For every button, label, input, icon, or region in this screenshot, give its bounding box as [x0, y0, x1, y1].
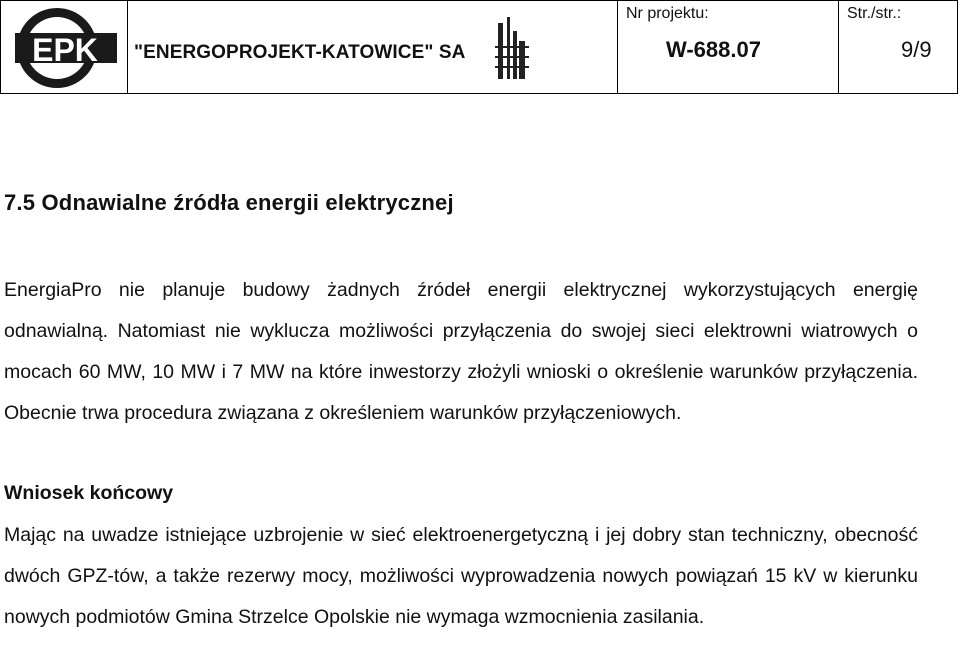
- paragraph-renewables: EnergiaPro nie planuje budowy żadnych źródeł energii elektrycznej wykorzystujących energię odnawialną. Natomiast nie wyklucza możliwości przyłączenia do swojej sieci elektrowni wiatrowych o mocach 60 MW, 10 MW i 7 MW na które inwestorzy złożyli wnioski o określenie warunków przyłączenia. Obecnie trwa procedura związana z określeniem warunków przyłączeniowych.: [4, 279, 918, 424]
- section-heading: 7.5 Odnawialne źródła energii elektrycznej: [4, 190, 454, 215]
- company-name: "ENERGOPROJEKT-KATOWICE" SA: [134, 42, 466, 63]
- logo-text: EPK: [32, 32, 98, 68]
- document-header: [0, 0, 958, 94]
- conclusion-heading: Wniosek końcowy: [4, 482, 174, 504]
- project-cell: [618, 1, 839, 93]
- page-number: 9/9: [901, 37, 932, 62]
- page-cell: [839, 1, 957, 93]
- project-number: W-688.07: [666, 37, 761, 62]
- page-label: Str./str.:: [847, 5, 902, 22]
- paragraph-conclusion: Mając na uwadze istniejące uzbrojenie w sieć elektroenergetyczną i jej dobry stan techniczny, obecność dwóch GPZ-tów, a także rezerwy mocy, możliwości wyprowadzenia nowych powiązań 15 kV w kierunku nowych podmiotów Gmina Strzelce Opolskie nie wymaga wzmocnienia zasilania.: [4, 524, 918, 628]
- logo-cell: [1, 1, 128, 93]
- company-cell: [128, 1, 618, 93]
- project-label: Nr projektu:: [626, 5, 709, 22]
- epk-logo: [7, 3, 121, 91]
- company-emblem-icon: [495, 17, 529, 79]
